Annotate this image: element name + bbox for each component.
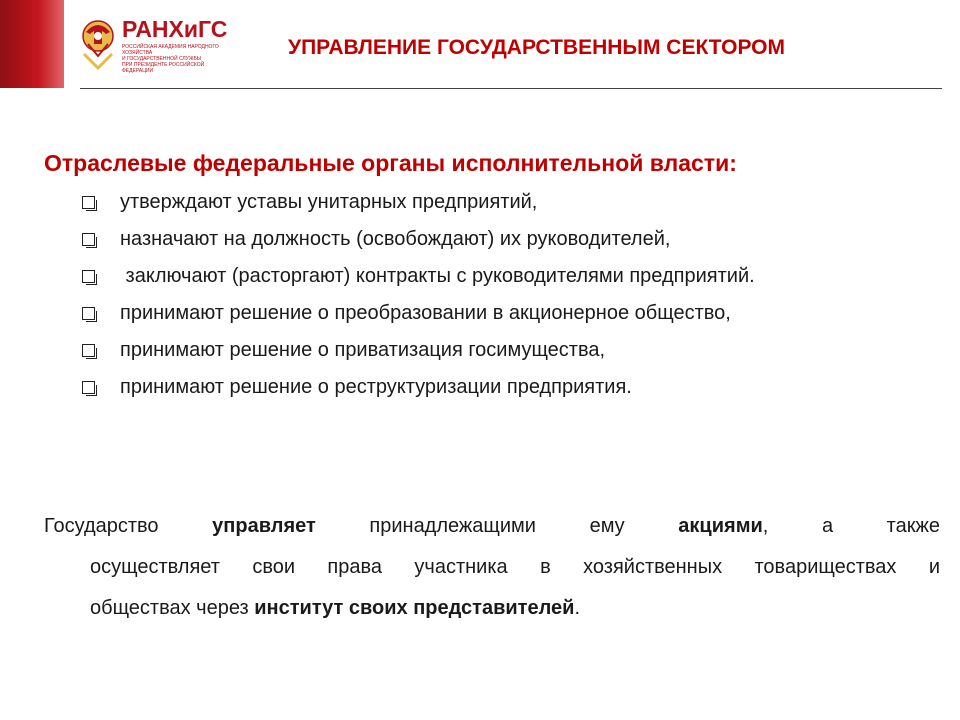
- list-item-text: принимают решение о реструктуризации предприятия.: [120, 376, 632, 398]
- section-heading: Отраслевые федеральные органы исполнительной власти:: [44, 150, 737, 176]
- list-item-text: назначают на должность (освобождают) их руководителей,: [120, 228, 671, 250]
- list-item-text: принимают решение о приватизация госимущества,: [120, 339, 606, 361]
- list-item-text: утверждают уставы унитарных предприятий,: [120, 191, 538, 213]
- list-item-text: заключают (расторгают) контракты с руководителями предприятий.: [120, 265, 755, 287]
- list-item: [80, 262, 755, 299]
- bullet-list: [80, 188, 755, 410]
- checkbox-bullet-icon: [82, 196, 95, 209]
- logo-subtext: РОССИЙСКАЯ АКАДЕМИЯ НАРОДНОГО ХОЗЯЙСТВА И ГОСУДАРСТВЕННОЙ СЛУЖБЫ ПРИ ПРЕЗИДЕНТЕ РОССИЙСКОЙ ФЕДЕРАЦИИ: [122, 44, 219, 74]
- page-title: УПРАВЛЕНИЕ ГОСУДАРСТВЕННЫМ СЕКТОРОМ: [288, 36, 785, 59]
- body-paragraph: [44, 506, 940, 629]
- ranepa-logo: [78, 14, 228, 74]
- list-item: [80, 336, 755, 373]
- text-run: , а также: [762, 515, 940, 537]
- emphasis-text: управляет: [212, 515, 316, 537]
- header-divider: [80, 88, 942, 89]
- corner-accent-bar: [0, 0, 64, 88]
- checkbox-bullet-icon: [82, 307, 95, 320]
- checkbox-bullet-icon: [82, 344, 95, 357]
- paragraph-line: [44, 588, 940, 629]
- logo-wordmark: РАНХиГС: [122, 16, 228, 42]
- emphasis-text: акциями: [678, 515, 763, 537]
- list-item: [80, 188, 755, 225]
- list-item: [80, 299, 755, 336]
- text-run: обществах через: [90, 597, 255, 619]
- checkbox-bullet-icon: [82, 233, 95, 246]
- list-item-text: принимают решение о преобразовании в акционерное общество,: [120, 302, 731, 324]
- eagle-emblem-icon: [78, 14, 118, 70]
- list-item: [80, 225, 755, 262]
- emphasis-text: институт своих представителей: [254, 597, 575, 619]
- paragraph-line: осуществляет свои права участника в хозяйственных товариществах и: [90, 556, 940, 578]
- paragraph-line: [44, 506, 940, 547]
- text-run: .: [574, 597, 581, 619]
- list-item: [80, 373, 755, 410]
- checkbox-bullet-icon: [82, 381, 95, 394]
- checkbox-bullet-icon: [82, 270, 95, 283]
- text-run: принадлежащими ему: [315, 515, 679, 537]
- text-run: Государство: [44, 515, 213, 537]
